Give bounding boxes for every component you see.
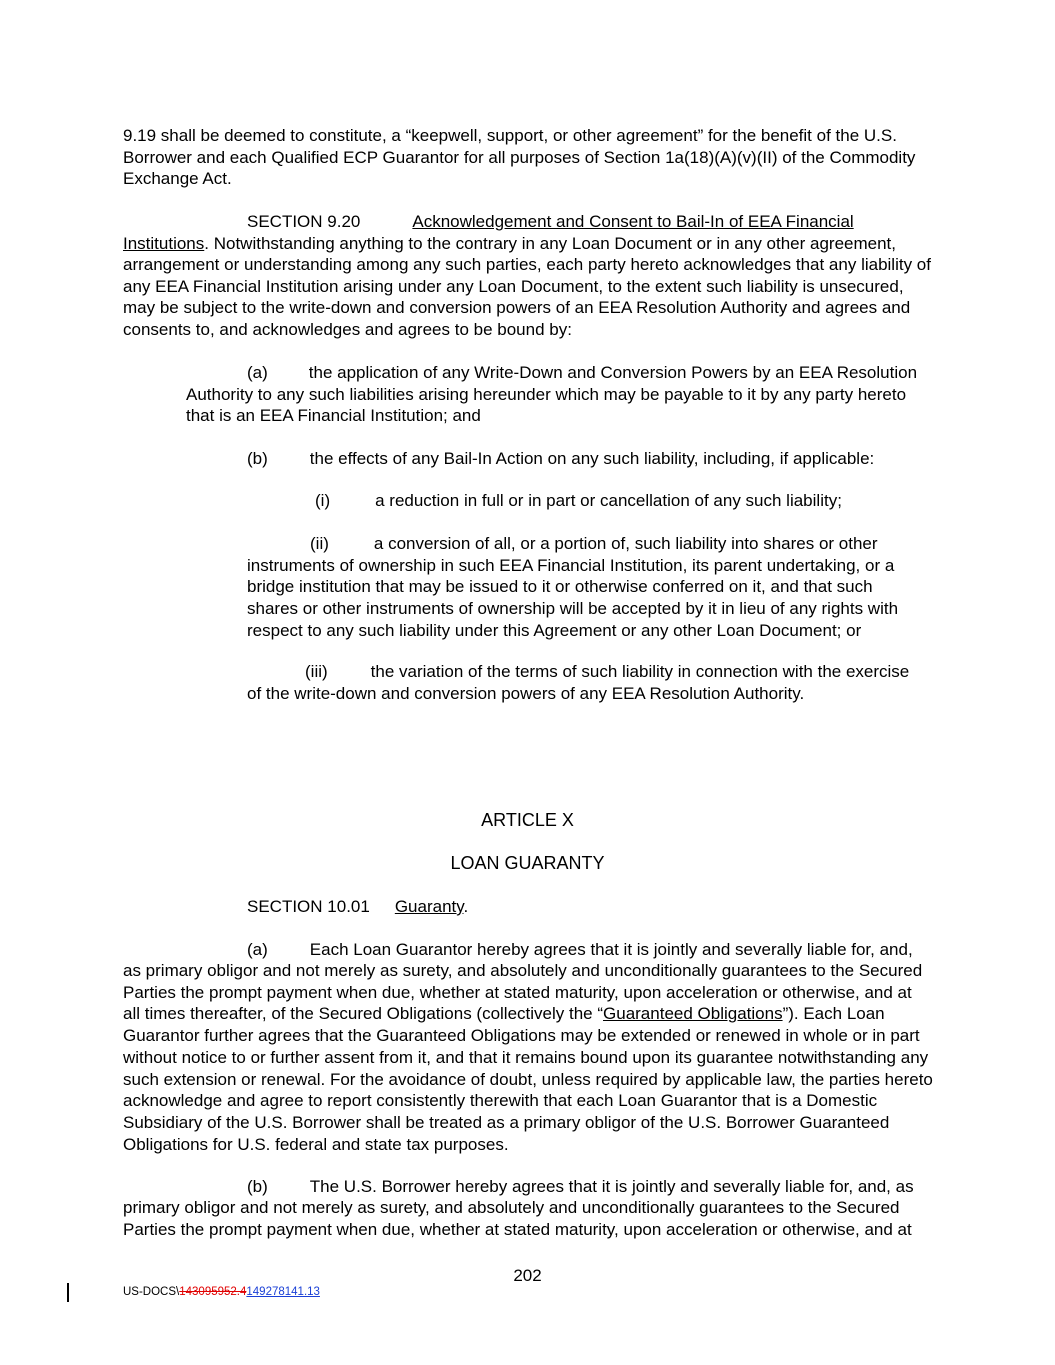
footer-deleted-id: 143095952.4 <box>179 1286 247 1298</box>
clause-b <box>247 448 947 470</box>
clause-b-text: the effects of any Bail-In Action on any such liability, including, if applicable: <box>309 449 875 468</box>
guaranty-clause-a-label: (a) <box>247 940 268 959</box>
clause-ii-text: a conversion of all, or a portion of, such liability into shares or other instruments of ownership in such EEA Financial Institution, its parent undertaking, or a bridge institution that may be issued to it or otherwise conferred on it, and that such shares or other instruments of ownership will be accepted by it in lieu of any rights with respect to any such liability under this Agreement or any other Loan Document; or <box>247 534 899 640</box>
clause-iii-label: (iii) <box>305 662 328 681</box>
section-10-01-title-punct: . <box>463 897 469 916</box>
clause-ii <box>247 533 927 642</box>
clause-a-text: the application of any Write-Down and Conversion Powers by an EEA Resolution Authority to any such liabilities arising hereunder which may be payable to it by any party hereto that is an EEA Financial Institution; and <box>186 363 918 426</box>
guaranty-clause-a-post: ”). Each Loan Guarantor further agrees that the Guaranteed Obligations may be extended or renewed in whole or in part without notice to or further assent from it, and that it remains bound upon its guarantee notwithstanding any such extension or renewal. For the avoidance of doubt, unless required by applicable law, the parties hereto acknowledge and agree to report consistently therewith that each Loan Guarantor that is a Domestic Subsidiary of the U.S. Borrower shall be treated as a primary obligor of the U.S. Borrower Guaranteed Obligations for U.S. federal and state tax purposes. <box>123 1004 933 1154</box>
guaranteed-obligations-term: Guaranteed Obligations <box>603 1004 783 1024</box>
guaranty-clause-b-label: (b) <box>247 1177 268 1196</box>
footer-document-id <box>123 1286 320 1298</box>
page-number: 202 <box>513 1266 542 1285</box>
clause-b-label: (b) <box>247 449 268 468</box>
clause-iii <box>247 661 927 704</box>
clause-i-text: a reduction in full or in part or cancellation of any such liability; <box>375 491 842 510</box>
revision-change-bar <box>67 1283 69 1302</box>
guaranty-clause-b-first-line: The U.S. Borrower hereby agrees that it is jointly and severally liable for, and, as <box>309 1177 914 1196</box>
footer-inserted-id: 149278141.13 <box>246 1286 320 1298</box>
clause-a-label: (a) <box>247 363 268 382</box>
section-9-20-body-line1: . Notwithstanding anything to the contrary in any Loan Document or in any other agreement, <box>204 234 897 253</box>
clause-i-label: (i) <box>315 491 331 510</box>
guaranty-clause-b-line1 <box>247 1176 947 1198</box>
guaranty-clause-b-body: primary obligor and not merely as surety, and absolutely and unconditionally guarantees to the Secured Parties the prompt payment when due, whether at stated maturity, upon acceleration or otherwise, and at <box>123 1198 912 1239</box>
clause-a <box>186 362 926 427</box>
section-9-20-body: arrangement or understanding among any such parties, each party hereto acknowledges that any liability of any EEA Financial Institution arising under any Loan Document, to the extent such liability is unsecured, may be subject to the write-down and conversion powers of an EEA Resolution Authority and agrees and consents to, and acknowledges and agrees to be bound by: <box>123 255 931 340</box>
footer-prefix: US-DOCS\ <box>123 1286 180 1298</box>
paragraph-9-19-continuation: 9.19 shall be deemed to constitute, a “keepwell, support, or other agreement” for the benefit of the U.S. Borrower and each Qualified ECP Guarantor for all purposes of Section 1a(18)(A)(v)(II) of the Commodity Exchange Act. <box>123 126 916 189</box>
section-9-20-first-line <box>123 233 943 255</box>
guaranty-clause-a-pre: as primary obligor and not merely as surety, and absolutely and unconditionally guarantees to the Secured Parties the prompt payment when due, whether at stated maturity, upon acceleration or otherwise, and at all times thereafter, of the Secured Obligations (collectively the “ <box>123 961 923 1024</box>
section-10-01-title: Guaranty <box>394 897 464 916</box>
guaranty-clause-a-line1 <box>247 939 947 961</box>
guaranty-clause-a-first-line: Each Loan Guarantor hereby agrees that it is jointly and severally liable for, and, <box>309 940 913 959</box>
clause-ii-label: (ii) <box>310 534 329 553</box>
section-9-20-number: SECTION 9.20 <box>247 212 361 231</box>
article-heading: ARTICLE X <box>481 810 574 830</box>
section-10-01-heading <box>247 896 647 918</box>
clause-i <box>315 490 915 512</box>
section-9-20-title: Acknowledgement and Consent to Bail-In of EEA Financial <box>412 212 854 231</box>
section-10-01-number: SECTION 10.01 <box>247 897 370 916</box>
clause-iii-text: the variation of the terms of such liability in connection with the exercise of the write-down and conversion powers of any EEA Resolution Authority. <box>247 662 910 703</box>
guaranty-clause-a-body <box>123 960 933 1155</box>
section-9-20-heading <box>247 211 947 233</box>
article-title: LOAN GUARANTY <box>450 853 605 873</box>
section-9-20-title-cont: Institutions <box>123 234 205 253</box>
